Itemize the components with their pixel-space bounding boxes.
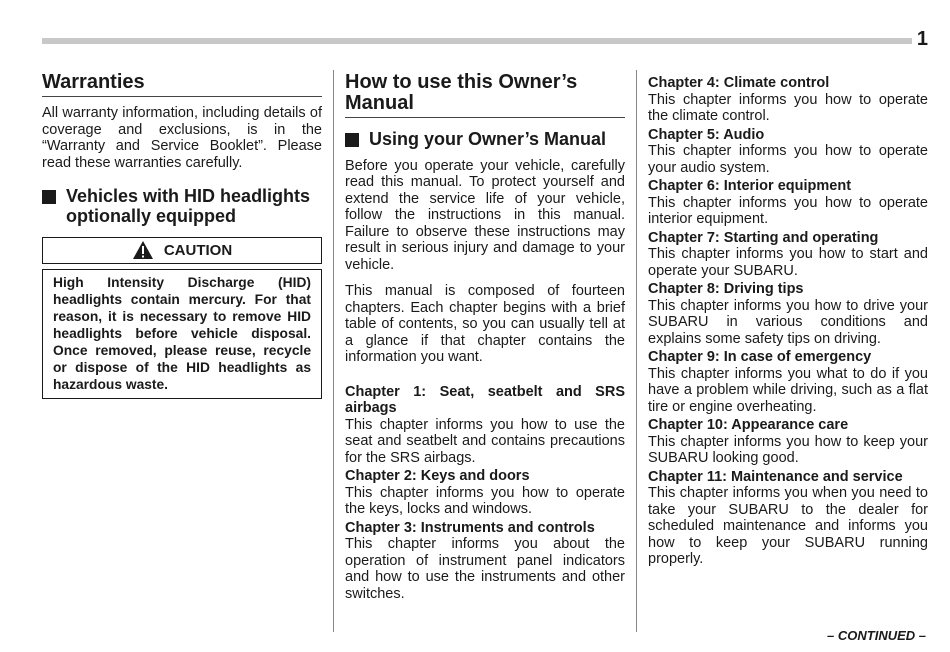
right-column <box>648 72 928 568</box>
chapter-description: This chapter informs you how to start and operate your SUBARU. <box>648 246 928 279</box>
header-rule <box>42 38 912 44</box>
chapter-title: Chapter 5: Audio <box>648 126 765 143</box>
using-manual-heading-text: Using your Owner’s Manual <box>369 129 607 149</box>
caution-label: CAUTION <box>163 241 233 259</box>
chapter-description: This chapter informs you how to keep your SUBARU looking good. <box>648 433 928 466</box>
hid-section-heading <box>42 187 322 227</box>
chapter-description: This chapter informs you how to operate the keys, locks and windows. <box>345 484 625 518</box>
chapter-title: Chapter 1: Seat, seatbelt and SRS airbags <box>345 383 625 417</box>
chapter-description: This chapter informs you when you need to take your SUBARU to the dealer for scheduled maintenance and informs you how to keep your SUBARU running properly. <box>648 485 928 567</box>
warranties-text: All warranty information, including details of coverage and exclusions, is in the “Warranty and Service Booklet”. Please read these warranties carefully. <box>42 105 322 171</box>
chapter-description: This chapter informs you how to operate the climate control. <box>648 91 928 124</box>
using-manual-heading <box>345 130 625 150</box>
chapter-title: Chapter 6: Interior equipment <box>648 178 852 194</box>
owners-manual-heading: How to use this Owner’s Manual <box>345 72 625 118</box>
chapter-title: Chapter 4: Climate control <box>648 75 830 91</box>
chapter-description: This chapter informs you how to operate interior equipment. <box>648 194 928 227</box>
caution-text: High Intensity Discharge (HID) headlights contain mercury. For that reason, it is necessary to remove HID headlights before vehicle disposal. Once removed, please reuse, recycle or dispose of the HID headlights as hazardous waste. <box>53 274 311 392</box>
warning-triangle-icon <box>132 240 154 260</box>
warranties-heading: Warranties <box>42 72 322 97</box>
column-divider <box>333 70 334 632</box>
chapter-title: Chapter 3: Instruments and controls <box>345 519 595 536</box>
chapter-description: This chapter informs you how to drive your SUBARU in various conditions and explains some safety tips on driving. <box>648 297 928 347</box>
section-square-icon <box>42 190 56 204</box>
chapter-title: Chapter 8: Driving tips <box>648 281 804 297</box>
chapter-title: Chapter 10: Appearance care <box>648 417 849 433</box>
caution-box <box>42 237 322 399</box>
chapter-title: Chapter 2: Keys and doors <box>345 468 530 485</box>
page-number: 1 <box>916 28 928 50</box>
chapter-title: Chapter 11: Maintenance and service <box>648 468 903 485</box>
intro-paragraph: Before you operate your vehicle, carefully read this manual. To protect yourself and extend the service life of your vehicle, follow the instructions in this manual. Failure to observe these instructions may result in serious injury and damage to your vehicle. <box>345 157 625 273</box>
chapter-description: This chapter informs you how to use the seat and seatbelt and contains precautions for the SRS airbags. <box>345 416 625 466</box>
chapter-title: Chapter 7: Starting and operating <box>648 229 879 246</box>
chapter-description: This chapter informs you how to operate your audio system. <box>648 143 928 176</box>
continued-marker: – CONTINUED – <box>827 628 926 643</box>
hid-heading-text: Vehicles with HID headlights optionally equipped <box>66 186 311 226</box>
column-divider <box>636 70 637 632</box>
section-square-icon <box>345 133 359 147</box>
caution-body <box>42 269 322 399</box>
composition-paragraph: This manual is composed of fourteen chapters. Each chapter begins with a brief table of contents, so you can usually tell at a glance if that chapter contains the information you want. <box>345 283 625 366</box>
chapter-description: This chapter informs you about the operation of instrument panel indicators and how to use the instruments and other switches. <box>345 536 625 602</box>
chapter-description: This chapter informs you what to do if you have a problem while driving, such as a flat tire or engine overheating. <box>648 365 928 415</box>
chapter-title: Chapter 9: In case of emergency <box>648 349 872 365</box>
caution-header <box>42 237 322 264</box>
middle-column <box>345 72 625 602</box>
left-column <box>42 72 322 399</box>
